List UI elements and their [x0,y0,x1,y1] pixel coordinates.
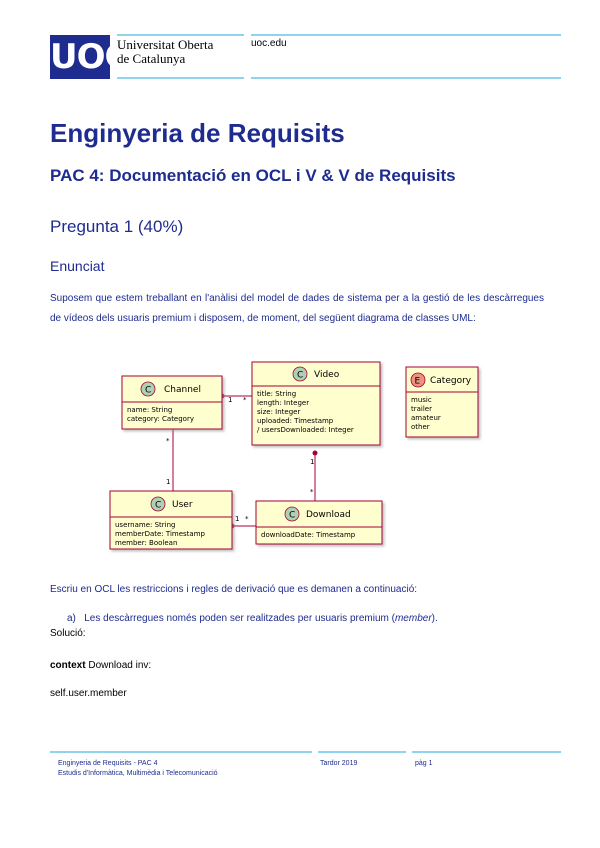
university-name [117,38,213,66]
footer-term: Tardor 2019 [320,760,358,767]
assignment-subtitle: PAC 4: Documentació en OCL i V & V de Requisits [50,166,456,185]
channel-attr-category: category: Category [127,415,194,423]
video-attr-uploaded: uploaded: Timestamp [257,417,334,425]
mult-user-download-right: * [245,515,249,523]
user-attr-member: member: Boolean [115,539,178,547]
section-heading: Enunciat [50,258,105,274]
video-attr-title: title: String [257,390,297,398]
category-value-music: music [411,396,432,404]
category-value-trailer: trailer [411,405,432,413]
mult-channel-video-left: 1 [228,396,233,404]
uoc-logo: UOC [50,37,129,77]
university-url[interactable]: uoc.edu [251,38,287,49]
item-a-text-end: ). [431,613,438,624]
mult-channel-video-right: * [243,396,247,404]
solution-label: Solució: [50,628,86,639]
item-a-text: Les descàrregues només poden ser realitzades per usuaris premium ( [84,613,395,624]
uml-class-channel [122,376,222,429]
ocl-context-line [50,660,151,671]
class-badge-letter: C [145,385,152,396]
page-title: Enginyeria de Requisits [50,118,345,148]
mult-video-download-top: 1 [310,458,315,466]
ocl-expression: self.user.member [50,688,127,699]
header-rule-top [117,34,244,36]
class-name-video: Video [314,370,340,380]
mult-channel-user-bottom: 1 [166,478,171,486]
user-attr-member-date: memberDate: Timestamp [115,530,205,538]
video-attr-size: size: Integer [257,408,301,416]
mult-user-download-left: 1 [235,515,240,523]
footer-studies: Estudis d'Informàtica, Multimèdia i Telecomunicació [58,770,218,777]
uml-class-download [256,501,382,544]
user-attr-username: username: String [115,521,176,529]
class-badge-letter: C [155,500,162,511]
footer-course: Enginyeria de Requisits - PAC 4 [58,760,158,767]
category-value-amateur: amateur [411,414,441,422]
class-badge-letter: C [297,370,304,381]
footer-rule-middle [318,751,406,753]
assoc-video-download-anchor [313,451,318,456]
ocl-keyword-context: context [50,660,86,671]
header-rule-bottom [117,77,244,79]
question-heading: Pregunta 1 (40%) [50,217,184,236]
uml-class-user [110,491,232,549]
header-rule-bottom-right [251,77,561,79]
university-name-line2: de Catalunya [117,51,186,66]
item-a-emphasis: member [394,613,432,624]
channel-attr-name: name: String [127,406,173,414]
uml-class-diagram [108,357,488,557]
mult-channel-user-top: * [166,437,170,445]
class-name-download: Download [306,510,351,520]
mult-video-download-bottom: * [310,488,314,496]
university-name-line1: Universitat Oberta [117,37,214,52]
download-attr-date: downloadDate: Timestamp [261,531,356,539]
header-rule-top-right [251,34,561,36]
class-name-category: Category [430,376,472,386]
instruction-text: Escriu en OCL les restriccions i regles de derivació que es demanen a continuació: [50,584,418,595]
footer-rule-right [412,751,561,753]
question-item-a [67,613,438,624]
category-value-other: other [411,423,430,431]
footer-rule-left [50,751,312,753]
uml-class-video [252,362,380,445]
ocl-context-rest: Download inv: [85,660,152,671]
footer-page-number: pàg 1 [415,760,433,767]
class-badge-letter: C [289,510,296,521]
item-a-label: a) [67,613,76,624]
class-name-channel: Channel [164,385,201,395]
video-attr-users-downloaded: / usersDownloaded: Integer [257,426,354,434]
intro-paragraph: Suposem que estem treballant en l'anàlisi del model de dades de sistema per a la gestió de les descàrregues de vídeos dels usuaris premium i disposem, de moment, del següent diagrama de classes UML: [50,293,544,324]
uml-enum-category [406,367,478,437]
class-name-user: User [172,500,193,510]
enum-badge-letter: E [414,376,421,387]
video-attr-length: length: Integer [257,399,310,407]
